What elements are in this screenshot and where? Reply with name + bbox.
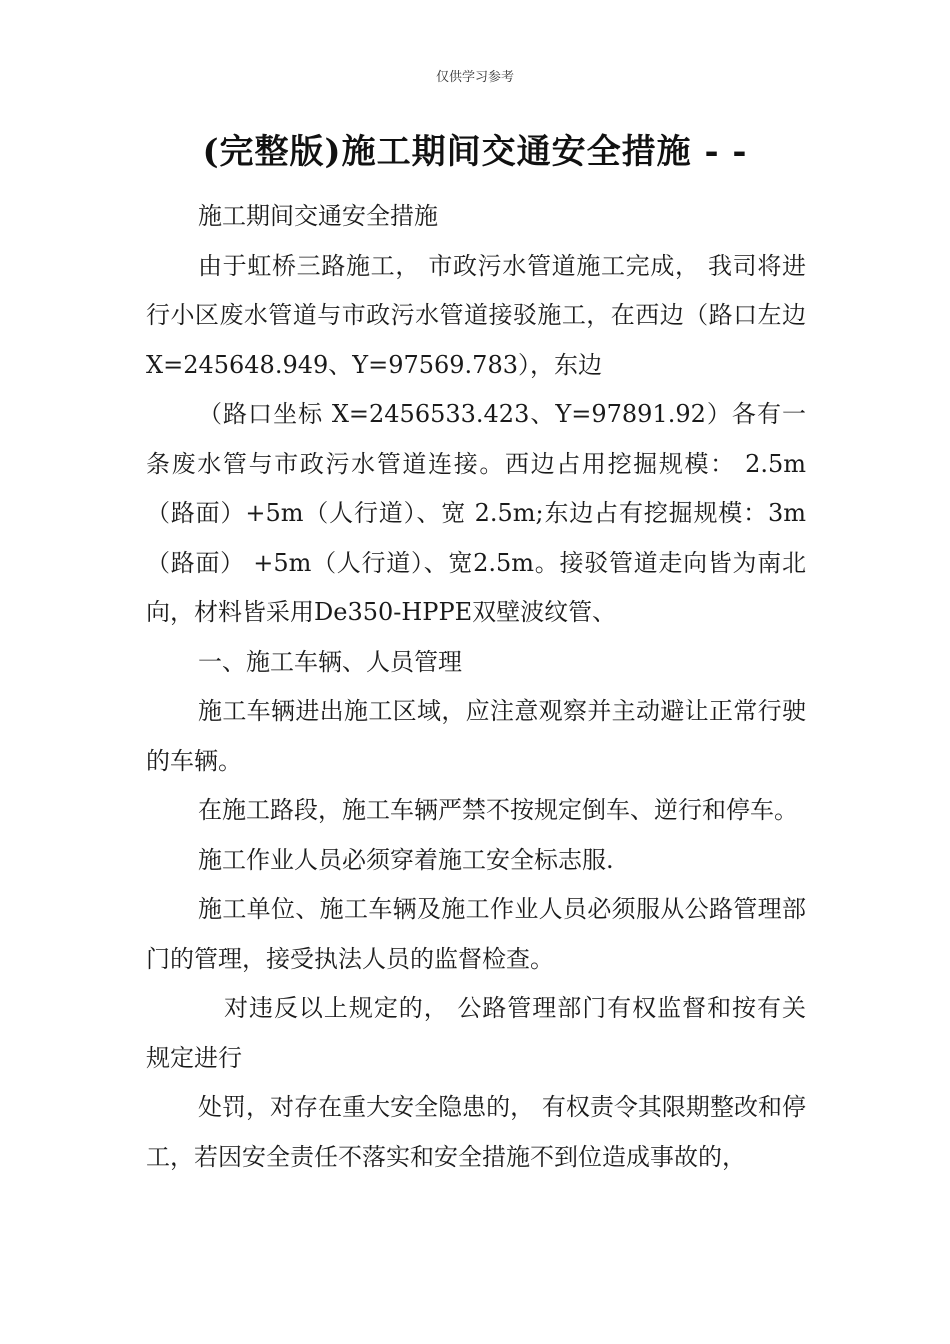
paragraph: 由于虹桥三路施工， 市政污水管道施工完成， 我司将进行小区废水管道与市政污水管道接驳施工，在西边（路口左边X=245648.949、Y=97569.783），东边 — [146, 251, 806, 379]
page-header-note: 仅供学习参考 — [435, 70, 514, 85]
document-title: (完整版)施工期间交通安全措施 - - — [202, 132, 748, 172]
paragraph: 施工单位、施工车辆及施工作业人员必须服从公路管理部门的管理，接受执法人员的监督检查。 — [146, 895, 806, 973]
paragraph: 施工车辆进出施工区域，应注意观察并主动避让正常行驶的车辆。 — [146, 697, 806, 775]
section-heading: 一、施工车辆、人员管理 — [198, 647, 462, 676]
paragraph: 处罚，对存在重大安全隐患的， 有权责令其限期整改和停工，若因安全责任不落实和安全措施不到位造成事故的， — [146, 1093, 806, 1171]
section-heading: 施工期间交通安全措施 — [198, 202, 438, 230]
paragraph: 对违反以上规定的， 公路管理部门有权监督和按有关规定进行 — [146, 994, 806, 1072]
paragraph: （路口坐标 X=2456533.423、Y=97891.92）各有一条废水管与市政污水管道连接。西边占用挖掘规模： 2.5m（路面）+5m（人行道）、宽 2.5m;东边占有挖掘规模：3m（路面） +5m（人行道）、宽2.5m。接驳管道走向皆为南北向，材料皆采用De350-HPPE双壁波纹管、 — [146, 400, 806, 626]
paragraph: 施工作业人员必须穿着施工安全标志服. — [198, 845, 614, 874]
paragraph: 在施工路段，施工车辆严禁不按规定倒车、逆行和停车。 — [198, 796, 798, 824]
document-body — [146, 192, 806, 1182]
